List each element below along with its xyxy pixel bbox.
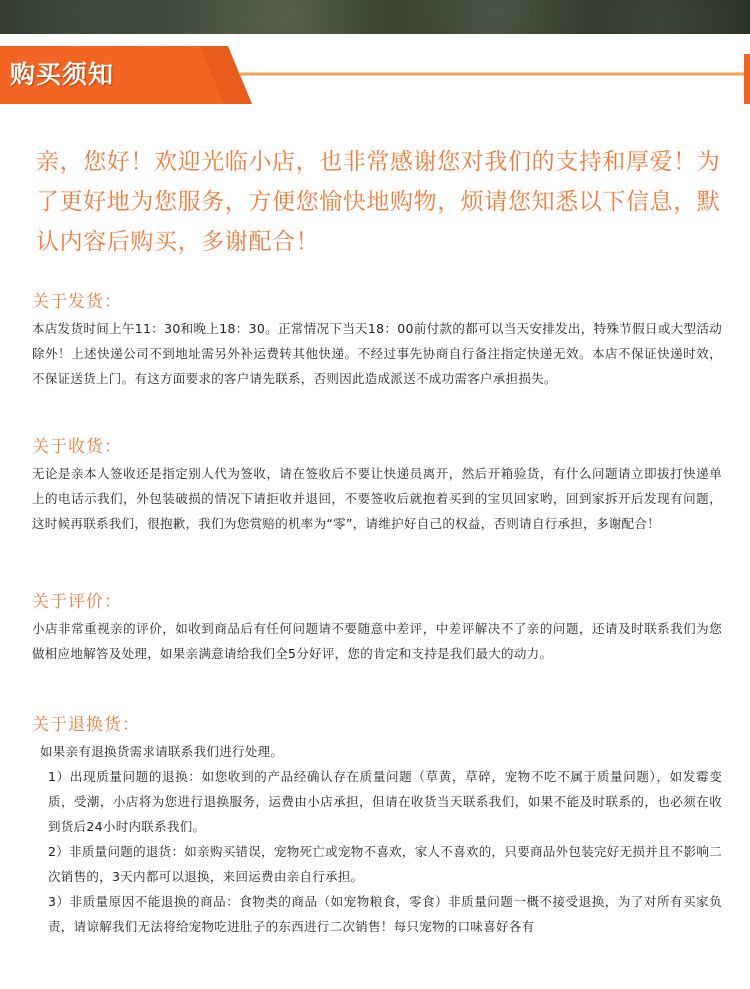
returns-item: 1）出现质量问题的退换：如您收到的产品经确认存在质量问题（草黄，草碎，宠物不吃不属于质量问题），如发霉变质，受潮，小店将为您进行退换服务，运费由小店承担，但请在收货当天联系我们，如果不能及时联系的，也必须在收到货后24小时内联系我们。 <box>48 769 722 834</box>
returns-item: 2）非质量问题的退货：如亲购买错误，宠物死亡或宠物不喜欢，家人不喜欢的，只要商品外包装完好无损并且不影响二次销售的，3天内都可以退换，来回运费由亲自行承担。 <box>48 844 722 884</box>
section-title: 关于评价： <box>32 592 122 612</box>
banner-right-tab <box>744 54 750 104</box>
section-returns <box>32 713 722 939</box>
returns-intro: 如果亲有退换货需求请联系我们进行处理。 <box>40 744 284 759</box>
section-title: 关于退换货： <box>32 715 140 735</box>
returns-item: 3）非质量原因不能退换的商品：食物类的商品（如宠物粮食，零食）非质量问题一概不接受退换，为了对所有买家负责，请谅解我们无法将给宠物吃进肚子的东西进行二次销售！每只宠物的口味喜好各有 <box>48 894 722 934</box>
top-photo-strip <box>0 0 750 34</box>
banner-title: 购买须知 <box>10 60 115 89</box>
section-review <box>32 590 722 666</box>
section-body: 无论是亲本人签收还是指定别人代为签收，请在签收后不要让快递员离开，然后开箱验货，有什么问题请立即拔打快递单上的电话示我们，外包装破损的情况下请拒收并退回，不要签收后就抱着买到的宝贝回家哟，回到家拆开后发现有问题，这时候再联系我们，很抱歉，我们为您赏赔的机率为“零”，请维护好自己的权益，否则请自行承担，多谢配合！ <box>32 466 722 531</box>
section-receiving <box>32 435 722 536</box>
section-title: 关于发货： <box>32 292 122 312</box>
greeting-text: 亲，您好！欢迎光临小店，也非常感谢您对我们的支持和厚爱！为了更好地为您服务，方便您愉快地购物，烦请您知悉以下信息，默认内容后购买，多谢配合！ <box>36 149 721 255</box>
section-body: 本店发货时间上午11：30和晚上18：30。正常情况下当天18：00前付款的都可以当天安排发出，特殊节假日或大型活动除外！上述快递公司不到地址需另外补运费转其他快递。不经过事先协商自行备注指定快递无效。本店不保证快递时效，不保证送货上门。有这方面要求的客户请先联系，否则因此造成派送不成功需客户承担损失。 <box>32 321 722 386</box>
section-title: 关于收货： <box>32 437 122 457</box>
section-body <box>32 739 722 939</box>
notice-banner <box>0 46 750 104</box>
section-shipping <box>32 290 722 391</box>
section-body: 小店非常重视亲的评价，如收到商品后有任何问题请不要随意中差评，中差评解决不了亲的问题，还请及时联系我们为您做相应地解答及处理，如果亲满意请给我们全5分好评，您的肯定和支持是我们最大的动力。 <box>32 621 722 661</box>
